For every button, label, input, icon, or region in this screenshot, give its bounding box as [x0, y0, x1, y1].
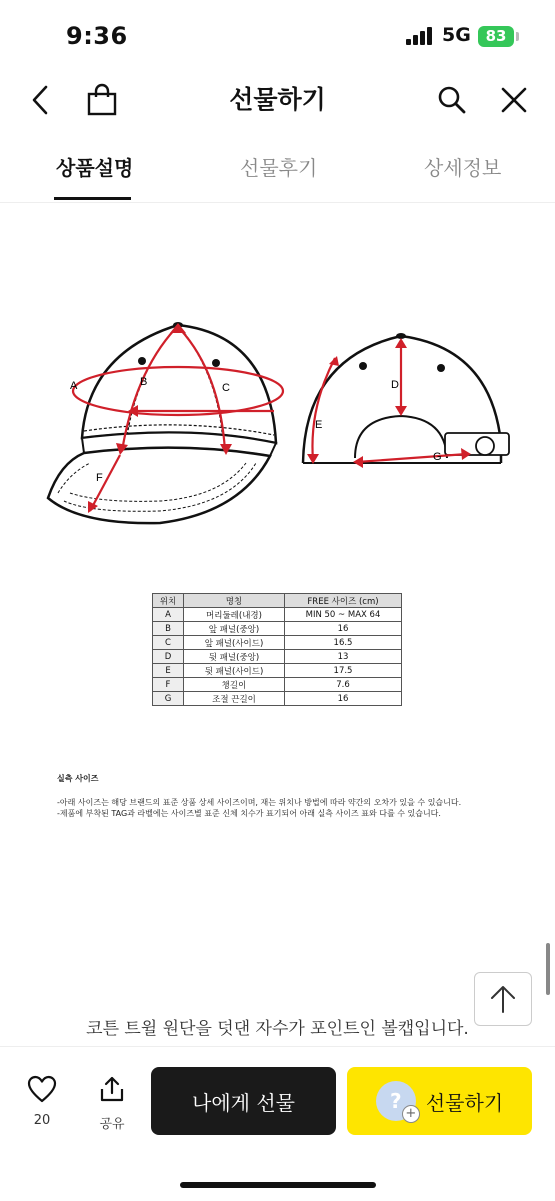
share-label: 공유: [99, 1117, 125, 1132]
notes-line: -아래 사이즈는 해당 브랜드의 표준 상품 상세 사이즈이며, 재는 위치나 방법에 따라 약간의 오차가 있을 수 있습니다.: [57, 798, 462, 807]
gift-button[interactable]: [347, 1067, 532, 1135]
active-tab-indicator: [54, 197, 131, 200]
size-table: [152, 593, 402, 706]
add-recipient-icon: +: [402, 1105, 420, 1123]
label-f: F: [96, 472, 103, 484]
tab-details[interactable]: 상세정보: [424, 156, 502, 180]
table-row: [153, 608, 402, 622]
table-row: [153, 650, 402, 664]
table-cell: D: [153, 650, 184, 664]
recipient-avatar: [376, 1081, 416, 1121]
product-description: 코튼 트윌 원단을 덧댄 자수가 포인트인 볼캡입니다.: [86, 1019, 469, 1039]
page-title: 선물하기: [229, 85, 326, 114]
bottom-action-bar: [0, 1046, 555, 1201]
table-cell: 앞 패널(중앙): [184, 622, 285, 636]
table-cell: E: [153, 664, 184, 678]
table-cell: A: [153, 608, 184, 622]
tab-description[interactable]: 상품설명: [56, 156, 134, 180]
home-indicator: [180, 1182, 376, 1188]
table-cell: 16: [285, 622, 402, 636]
product-detail-content: [0, 203, 555, 1046]
label-a: A: [70, 380, 78, 392]
gift-to-me-button[interactable]: [151, 1067, 336, 1135]
table-cell: MIN 50 ~ MAX 64: [285, 608, 402, 622]
tab-reviews[interactable]: 선물후기: [240, 156, 318, 180]
label-g: G: [433, 451, 442, 463]
like-count: 20: [33, 1113, 51, 1128]
network-type: 5G: [442, 24, 471, 46]
table-cell: B: [153, 622, 184, 636]
table-row: [153, 678, 402, 692]
scrollbar[interactable]: [546, 943, 550, 995]
close-icon[interactable]: [496, 82, 532, 118]
battery-icon: 83: [478, 26, 514, 47]
notes-title: 실측 사이즈: [57, 774, 99, 783]
table-row: [153, 692, 402, 706]
signal-icon: [406, 27, 434, 45]
tab-bar: [0, 140, 555, 203]
label-d: D: [391, 379, 399, 391]
table-cell: 뒷 패널(사이드): [184, 664, 285, 678]
table-cell: 17.5: [285, 664, 402, 678]
like-button[interactable]: [20, 1075, 64, 1128]
gift-label: 선물하기: [425, 1090, 504, 1115]
table-row: [153, 622, 402, 636]
table-cell: 7.6: [285, 678, 402, 692]
status-time: 9:36: [66, 22, 128, 50]
size-notes: [57, 773, 461, 819]
avatar-question-mark: ?: [390, 1089, 402, 1113]
table-row: [153, 636, 402, 650]
share-icon: [98, 1075, 126, 1103]
table-cell: 16.5: [285, 636, 402, 650]
size-table-header: [153, 594, 402, 608]
cap-front-diagram: [40, 313, 300, 543]
battery-tip: [516, 32, 519, 41]
gift-to-me-label: 나에게 선물: [192, 1090, 295, 1115]
table-cell: C: [153, 636, 184, 650]
label-c: C: [222, 382, 230, 394]
cap-back-diagram: [295, 328, 520, 478]
table-cell: 조절 끈길이: [184, 692, 285, 706]
table-cell: 머리둘레(내경): [184, 608, 285, 622]
table-header-name: 명칭: [184, 594, 285, 608]
search-icon[interactable]: [434, 82, 470, 118]
table-cell: 16: [285, 692, 402, 706]
table-cell: G: [153, 692, 184, 706]
table-cell: 챙길이: [184, 678, 285, 692]
table-cell: 13: [285, 650, 402, 664]
heart-icon: [27, 1075, 57, 1103]
table-cell: 뒷 패널(중앙): [184, 650, 285, 664]
share-button[interactable]: [90, 1075, 134, 1132]
table-header-position: 위치: [153, 594, 184, 608]
top-navigation: [0, 72, 555, 128]
table-row: [153, 664, 402, 678]
label-b: B: [140, 376, 148, 388]
arrow-up-icon: [490, 984, 516, 1014]
status-bar: [0, 0, 555, 72]
notes-line: -제품에 부착된 TAG과 라벨에는 사이즈별 표준 신체 치수가 표기되어 아래 실측 사이즈 표와 다를 수 있습니다.: [57, 809, 441, 818]
table-header-size: FREE 사이즈 (cm): [285, 594, 402, 608]
table-cell: F: [153, 678, 184, 692]
table-cell: 앞 패널(사이드): [184, 636, 285, 650]
label-e: E: [315, 419, 323, 431]
